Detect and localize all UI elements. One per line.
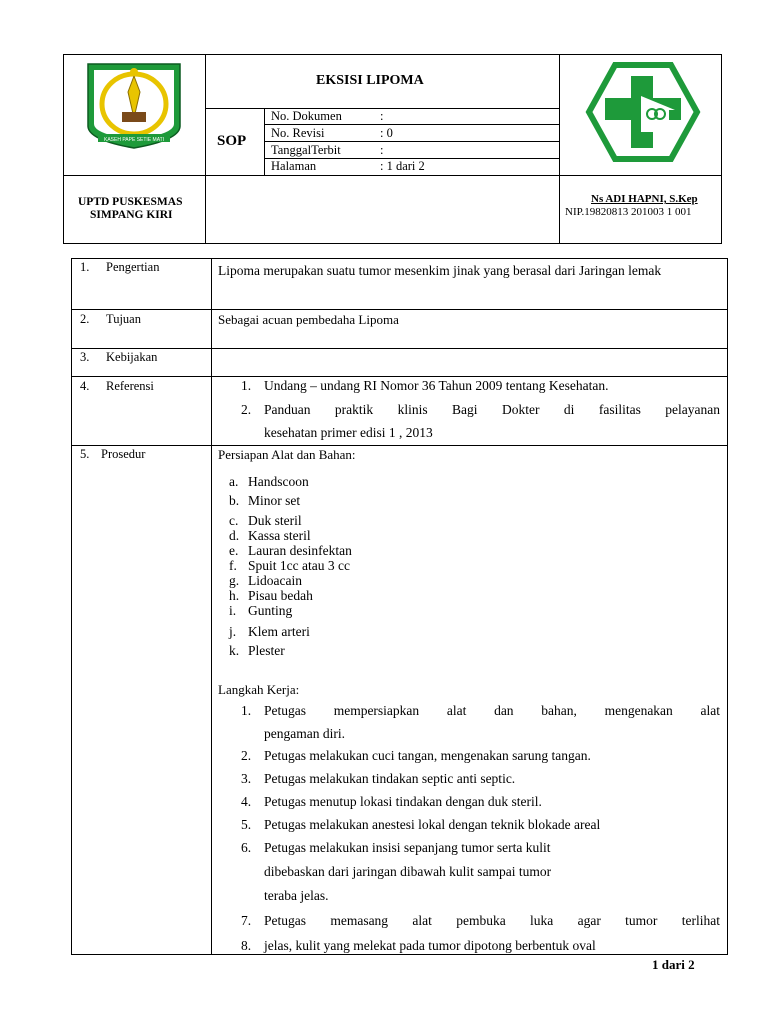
signatory-nip: NIP.19820813 201003 1 001 — [565, 206, 692, 218]
list-marker: b. — [229, 493, 240, 508]
list-marker: a. — [229, 474, 239, 489]
reference-item: kesehatan primer edisi 1 , 2013 — [264, 425, 433, 440]
list-marker: 3. — [241, 771, 252, 786]
logo-caption: KASEH PAPE SETIE MATI — [104, 137, 165, 143]
list-marker: i. — [229, 603, 237, 618]
list-marker: 5. — [241, 817, 252, 832]
meta-value: : 0 — [380, 126, 393, 140]
step-item: Petugas mempersiapkan alat dan bahan, mengenakan alat — [264, 703, 720, 718]
step-item: Petugas menutup lokasi tindakan dengan duk steril. — [264, 794, 542, 809]
definition-text: Lipoma merupakan suatu tumor mesenkim jinak yang berasal dari Jaringan lemak — [218, 263, 662, 278]
section-number: 4. — [80, 379, 90, 393]
tool-item: Spuit 1cc atau 3 cc — [248, 558, 350, 573]
list-marker: j. — [229, 624, 237, 639]
list-marker: h. — [229, 588, 240, 603]
prep-heading: Persiapan Alat dan Bahan: — [218, 447, 356, 462]
district-emblem-logo — [84, 56, 184, 150]
section-number: 5. — [80, 447, 90, 461]
steps-heading: Langkah Kerja: — [218, 682, 300, 697]
list-marker: 1. — [241, 703, 252, 718]
list-marker: 4. — [241, 794, 252, 809]
meta-label: No. Revisi — [271, 126, 325, 140]
tool-item: Minor set — [248, 493, 301, 508]
signatory-name: Ns ADI HAPNI, S.Kep — [591, 193, 698, 205]
tool-item: Kassa steril — [248, 528, 311, 543]
puskesmas-logo — [585, 62, 701, 162]
section-label: Pengertian — [106, 260, 160, 274]
section-label: Tujuan — [106, 312, 141, 326]
tool-item: Klem arteri — [248, 624, 310, 639]
tool-item: Plester — [248, 643, 285, 658]
step-item: Petugas memasang alat pembuka luka agar tumor terlihat — [264, 913, 720, 928]
page-number: 1 dari 2 — [652, 957, 695, 972]
organization-name: UPTD PUSKESMAS — [78, 196, 183, 208]
step-item: teraba jelas. — [264, 888, 329, 903]
tool-item: Lauran desinfektan — [248, 543, 352, 558]
section-number: 1. — [80, 260, 90, 274]
meta-label: TanggalTerbit — [271, 143, 341, 157]
step-item: Petugas melakukan cuci tangan, mengenakan sarung tangan. — [264, 748, 591, 763]
list-marker: 2. — [241, 748, 252, 763]
step-item: pengaman diri. — [264, 726, 345, 741]
organization-name-line2: SIMPANG KIRI — [90, 209, 173, 221]
list-marker: 7. — [241, 913, 252, 928]
meta-value: : 1 dari 2 — [380, 159, 425, 173]
purpose-text: Sebagai acuan pembedaha Lipoma — [218, 312, 399, 327]
list-marker: 6. — [241, 840, 252, 855]
section-number: 2. — [80, 312, 90, 326]
reference-item: Undang – undang RI Nomor 36 Tahun 2009 tentang Kesehatan. — [264, 378, 609, 393]
list-marker: g. — [229, 573, 240, 588]
meta-label: Halaman — [271, 159, 317, 173]
tool-item: Handscoon — [248, 474, 309, 489]
tool-item: Duk steril — [248, 513, 302, 528]
list-marker: 2. — [241, 402, 252, 417]
list-marker: k. — [229, 643, 240, 658]
step-item: Petugas melakukan insisi sepanjang tumor serta kulit — [264, 840, 551, 855]
list-marker: c. — [229, 513, 239, 528]
step-item: jelas, kulit yang melekat pada tumor dipotong berbentuk oval — [264, 938, 596, 953]
tool-item: Lidoacain — [248, 573, 302, 588]
list-marker: d. — [229, 528, 240, 543]
list-marker: f. — [229, 558, 237, 573]
list-marker: 1. — [241, 378, 252, 393]
step-item: Petugas melakukan tindakan septic anti septic. — [264, 771, 516, 786]
section-label: Kebijakan — [106, 350, 158, 364]
list-marker: 8. — [241, 938, 252, 953]
meta-value: : — [380, 109, 384, 123]
section-label: Referensi — [106, 379, 154, 393]
list-marker: e. — [229, 543, 239, 558]
meta-label: No. Dokumen — [271, 109, 342, 123]
meta-value: : — [380, 143, 384, 157]
reference-item: Panduan praktik klinis Bagi Dokter di fasilitas pelayanan — [264, 402, 720, 417]
section-number: 3. — [80, 350, 90, 364]
step-item: Petugas melakukan anestesi lokal dengan teknik blokade areal — [264, 817, 601, 832]
section-label: Prosedur — [101, 447, 146, 461]
tool-item: Gunting — [248, 603, 293, 618]
tool-item: Pisau bedah — [248, 588, 313, 603]
document-title: EKSISI LIPOMA — [316, 73, 424, 88]
step-item: dibebaskan dari jaringan dibawah kulit sampai tumor — [264, 864, 552, 879]
sop-label: SOP — [217, 133, 247, 149]
